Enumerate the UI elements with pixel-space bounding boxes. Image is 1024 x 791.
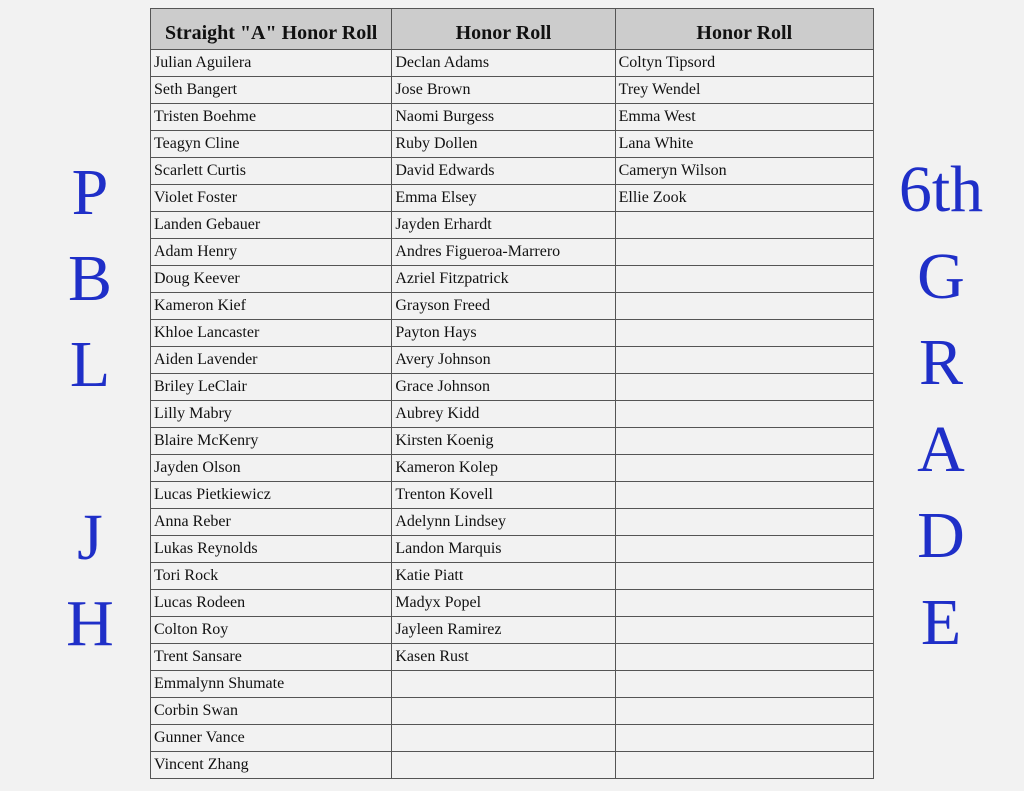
header-honor-roll: Honor Roll [392,9,615,50]
name-cell [615,482,873,509]
name-cell [615,401,873,428]
name-cell: Avery Johnson [392,347,615,374]
name-cell: Scarlett Curtis [151,158,392,185]
table-row [151,563,874,590]
letter-l: L [69,328,111,401]
name-cell [392,752,615,779]
name-cell: Madyx Popel [392,590,615,617]
name-cell [615,455,873,482]
name-cell: Julian Aguilera [151,50,392,77]
letter-g: G [917,240,965,313]
name-cell: Vincent Zhang [151,752,392,779]
name-cell: Jose Brown [392,77,615,104]
table-row [151,428,874,455]
name-cell [615,698,873,725]
name-cell: Emma Elsey [392,185,615,212]
name-cell: Trenton Kovell [392,482,615,509]
name-cell [615,509,873,536]
table-row [151,671,874,698]
name-cell: Trent Sansare [151,644,392,671]
letter-r: R [918,326,964,399]
honor-roll-table [150,8,874,779]
name-cell: Doug Keever [151,266,392,293]
name-cell [615,428,873,455]
table-row [151,104,874,131]
name-cell: Kameron Kolep [392,455,615,482]
name-cell [615,374,873,401]
letter-b: B [67,242,113,315]
name-cell: Lilly Mabry [151,401,392,428]
name-cell [615,671,873,698]
grade-label [866,0,1016,791]
name-cell: Colton Roy [151,617,392,644]
table-row [151,509,874,536]
letter-a: A [917,413,965,486]
name-cell [615,590,873,617]
name-cell [615,536,873,563]
name-cell: Trey Wendel [615,77,873,104]
name-cell: Emma West [615,104,873,131]
name-cell: Blaire McKenry [151,428,392,455]
table-row [151,320,874,347]
name-cell: Declan Adams [392,50,615,77]
name-cell [615,293,873,320]
name-cell: Tori Rock [151,563,392,590]
name-cell: Grayson Freed [392,293,615,320]
header-row [151,9,874,50]
name-cell [392,698,615,725]
table-row [151,401,874,428]
letter-e: E [920,586,962,659]
name-cell [615,239,873,266]
table-row [151,239,874,266]
name-cell [615,320,873,347]
header-straight-a: Straight "A" Honor Roll [151,9,392,50]
name-cell: Adam Henry [151,239,392,266]
name-cell: Kirsten Koenig [392,428,615,455]
table-row [151,347,874,374]
table-row [151,212,874,239]
name-cell: Adelynn Lindsey [392,509,615,536]
table-row [151,455,874,482]
name-cell: Teagyn Cline [151,131,392,158]
table-row [151,644,874,671]
name-cell: Lukas Reynolds [151,536,392,563]
name-cell: Violet Foster [151,185,392,212]
name-cell: Payton Hays [392,320,615,347]
table-row [151,293,874,320]
name-cell: Naomi Burgess [392,104,615,131]
name-cell: Corbin Swan [151,698,392,725]
name-cell: Anna Reber [151,509,392,536]
name-cell: Briley LeClair [151,374,392,401]
name-cell: Katie Piatt [392,563,615,590]
name-cell: Coltyn Tipsord [615,50,873,77]
name-cell: Seth Bangert [151,77,392,104]
name-cell: Khloe Lancaster [151,320,392,347]
header-honor-roll: Honor Roll [615,9,873,50]
name-cell: Azriel Fitzpatrick [392,266,615,293]
table-row [151,617,874,644]
name-cell: Andres Figueroa-Marrero [392,239,615,266]
name-cell [615,266,873,293]
name-cell: Ellie Zook [615,185,873,212]
table-row [151,185,874,212]
name-cell [615,725,873,752]
name-cell: David Edwards [392,158,615,185]
name-cell [615,617,873,644]
name-cell: Lana White [615,131,873,158]
letter-j: J [77,501,103,574]
name-cell: Kameron Kief [151,293,392,320]
name-cell: Aubrey Kidd [392,401,615,428]
name-cell: Emmalynn Shumate [151,671,392,698]
table-row [151,590,874,617]
name-cell: Aiden Lavender [151,347,392,374]
name-cell: Ruby Dollen [392,131,615,158]
name-cell: Tristen Boehme [151,104,392,131]
name-cell: Lucas Pietkiewicz [151,482,392,509]
name-cell [615,644,873,671]
name-cell [615,563,873,590]
name-cell: Grace Johnson [392,374,615,401]
name-cell: Jayden Olson [151,455,392,482]
table-row [151,266,874,293]
school-initials [15,0,165,791]
table-row [151,482,874,509]
letter-h: H [66,587,114,660]
name-cell: Gunner Vance [151,725,392,752]
table-row [151,752,874,779]
table-row [151,77,874,104]
table-row [151,131,874,158]
table-row [151,536,874,563]
name-cell: Cameryn Wilson [615,158,873,185]
table-row [151,50,874,77]
name-cell [392,725,615,752]
name-cell [615,347,873,374]
name-cell [615,212,873,239]
name-cell: Kasen Rust [392,644,615,671]
name-cell: Landon Marquis [392,536,615,563]
table-row [151,725,874,752]
grade-6th: 6th [898,153,984,226]
letter-d: D [917,499,965,572]
letter-p: P [71,156,109,229]
name-cell [615,752,873,779]
name-cell [392,671,615,698]
table-row [151,158,874,185]
name-cell: Jayden Erhardt [392,212,615,239]
table-row [151,698,874,725]
name-cell: Jayleen Ramirez [392,617,615,644]
table-row [151,374,874,401]
name-cell: Lucas Rodeen [151,590,392,617]
name-cell: Landen Gebauer [151,212,392,239]
